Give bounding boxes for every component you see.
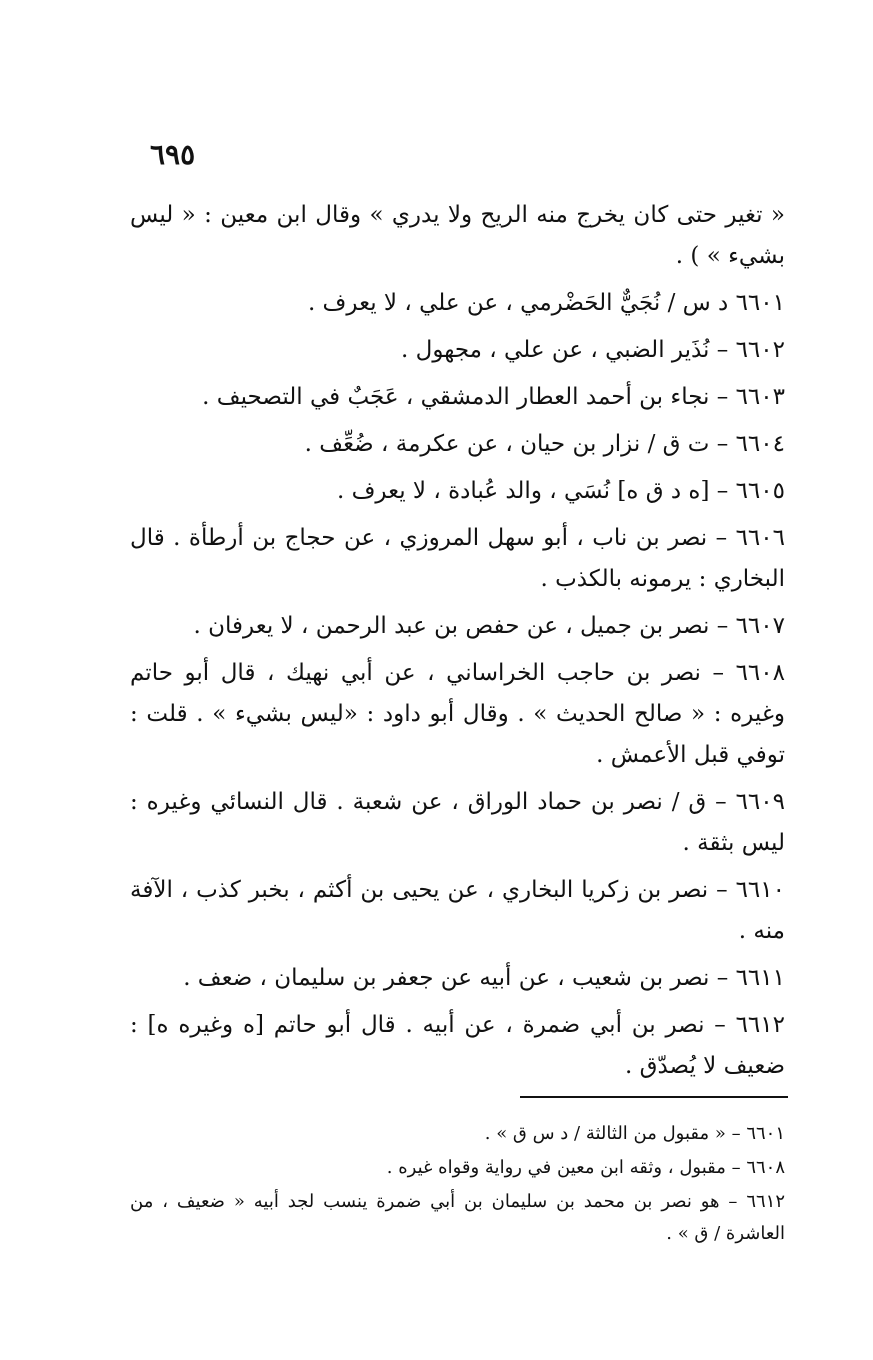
footnote-6601: ٦٦٠١ – « مقبول من الثالثة / د س ق » . <box>484 1123 785 1144</box>
entry-6609: ٦٦٠٩ – ق / نصر بن حماد الوراق ، عن شعبة . قال النسائي وغيره : ليس بثقة . <box>130 789 785 856</box>
footnote-6608: ٦٦٠٨ – مقبول ، وثقه ابن معين في رواية وقواه غيره . <box>386 1157 785 1178</box>
entry-6607: ٦٦٠٧ – نصر بن جميل ، عن حفص بن عبد الرحمن ، لا يعرفان . <box>193 613 785 639</box>
entry-6605: ٦٦٠٥ – [ه د ق ه] نُسَي ، والد عُبادة ، لا يعرف . <box>336 478 785 504</box>
entry-6608: ٦٦٠٨ – نصر بن حاجب الخراساني ، عن أبي نهيك ، قال أبو حاتم وغيره : « صالح الحديث » . وقال أبو داود : «ليس بشيء » . قلت : توفي قبل الأعمش . <box>130 660 785 768</box>
entry-6606: ٦٦٠٦ – نصر بن ناب ، أبو سهل المروزي ، عن حجاج بن أرطأة . قال البخاري : يرمونه بالكذب . <box>130 525 785 592</box>
footnotes <box>130 1118 785 1252</box>
entry-6602: ٦٦٠٢ – نُذَير الضبي ، عن علي ، مجهول . <box>401 337 785 363</box>
entry-6611: ٦٦١١ – نصر بن شعيب ، عن أبيه عن جعفر بن سليمان ، ضعف . <box>183 965 785 991</box>
page-number: ٦٩٥ <box>150 138 196 171</box>
entry-6604: ٦٦٠٤ – ت ق / نزار بن حيان ، عن عكرمة ، ضُعِّف . <box>304 431 785 457</box>
entry-6610: ٦٦١٠ – نصر بن زكريا البخاري ، عن يحيى بن أكثم ، بخبر كذب ، الآفة منه . <box>130 877 785 944</box>
entry-6612: ٦٦١٢ – نصر بن أبي ضمرة ، عن أبيه . قال أبو حاتم [ه وغيره ه] : ضعيف لا يُصدّق . <box>130 1012 785 1079</box>
footnote-6612: ٦٦١٢ – هو نصر بن محمد بن سليمان بن أبي ضمرة ينسب لجد أبيه « ضعيف ، من العاشرة / ق » . <box>130 1191 785 1244</box>
entry-6601: ٦٦٠١ د س / نُجَيٌّ الحَضْرمي ، عن علي ، لا يعرف . <box>307 290 785 316</box>
main-text <box>130 195 785 1093</box>
entry-6603: ٦٦٠٣ – نجاء بن أحمد العطار الدمشقي ، عَجَبٌ في التصحيف . <box>202 384 785 410</box>
continued-paragraph: « تغير حتى كان يخرج منه الريح ولا يدري » وقال ابن معين : « ليس بشيء » ) . <box>130 202 785 269</box>
footnote-divider <box>520 1096 788 1098</box>
